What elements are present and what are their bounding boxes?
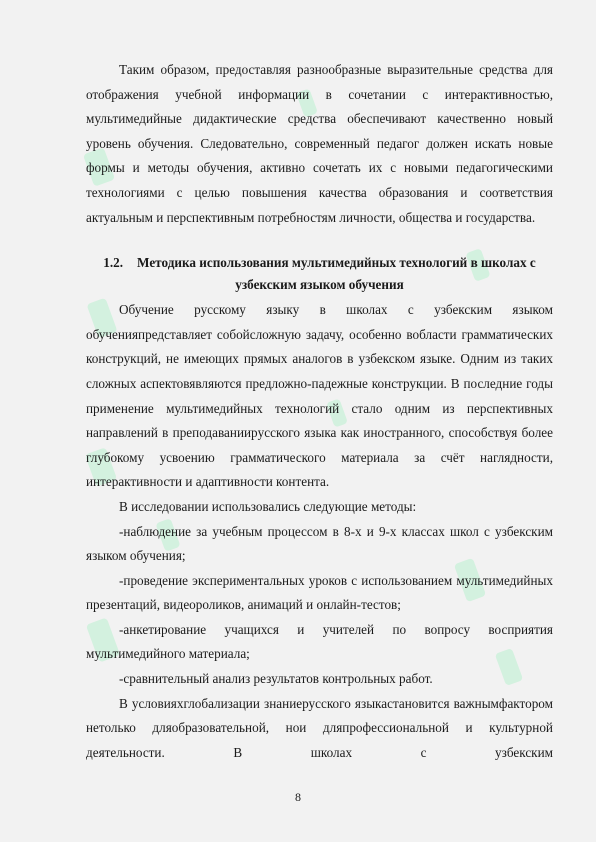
method-item: -сравнительный анализ результатов контрольных работ. [119,671,433,687]
method-item: -анкетирование учащихся и учителей по вопросу восприятия мультимедийного материала; [86,621,553,662]
page-number: 8 [295,790,301,804]
method-item: -наблюдение за учебным процессом в 8-х и 9-х классах школ с узбекским языком обучения; [86,523,553,564]
paragraph-conclusion: Таким образом, предоставляя разнообразные выразительные средства для отображения учебной информации в сочетании с интерактивностью, мультимедийные дидактические средства обеспечивают качественно новый уровень обучения. Следовательно, современный педагог должен искать новые формы и методы обучения, активно сочетать их с новыми педагогическими технологиями с целью повышения качества образования и соответствия актуальным и перспективным потребностям личности, общества и государства. [86,62,553,225]
paragraph-intro: Обучение русскому языку в школах с узбекским языком обученияпредставляет собойсложную задачу, особенно вобласти грамматических конструкций, не имеющих прямых аналогов в узбекском языке. Одним из таких сложных аспектовявляются предложно-падежные конструкции. В последние годы применение мультимедийных технологий стало одним из перспективных направлений в преподаванииpусского языка как иностранного, способствуя более глубокому усвоению грамматического материала за счёт наглядности, интерактивности и адаптивности контента. [86,302,553,490]
section-number: 1.2. [103,255,124,271]
document-body [86,58,553,765]
section-heading [86,252,553,296]
method-item: -проведение экспериментальных уроков с использованием мультимедийных презентаций, видеороликов, анимаций и онлайн-тестов; [86,572,553,613]
section-title: Методика использования мультимедийных технологий в школах с узбекским языком обучения [137,255,536,293]
methods-intro: В исследовании использовались следующие методы: [119,498,417,514]
paragraph-globalization: В условияхглобализации знаниерусского языкастановится важнымфактором нетолько дляобразовательной, нои дляпрофессиональной и культурной деятельности. В школах с узбекским [86,695,553,760]
